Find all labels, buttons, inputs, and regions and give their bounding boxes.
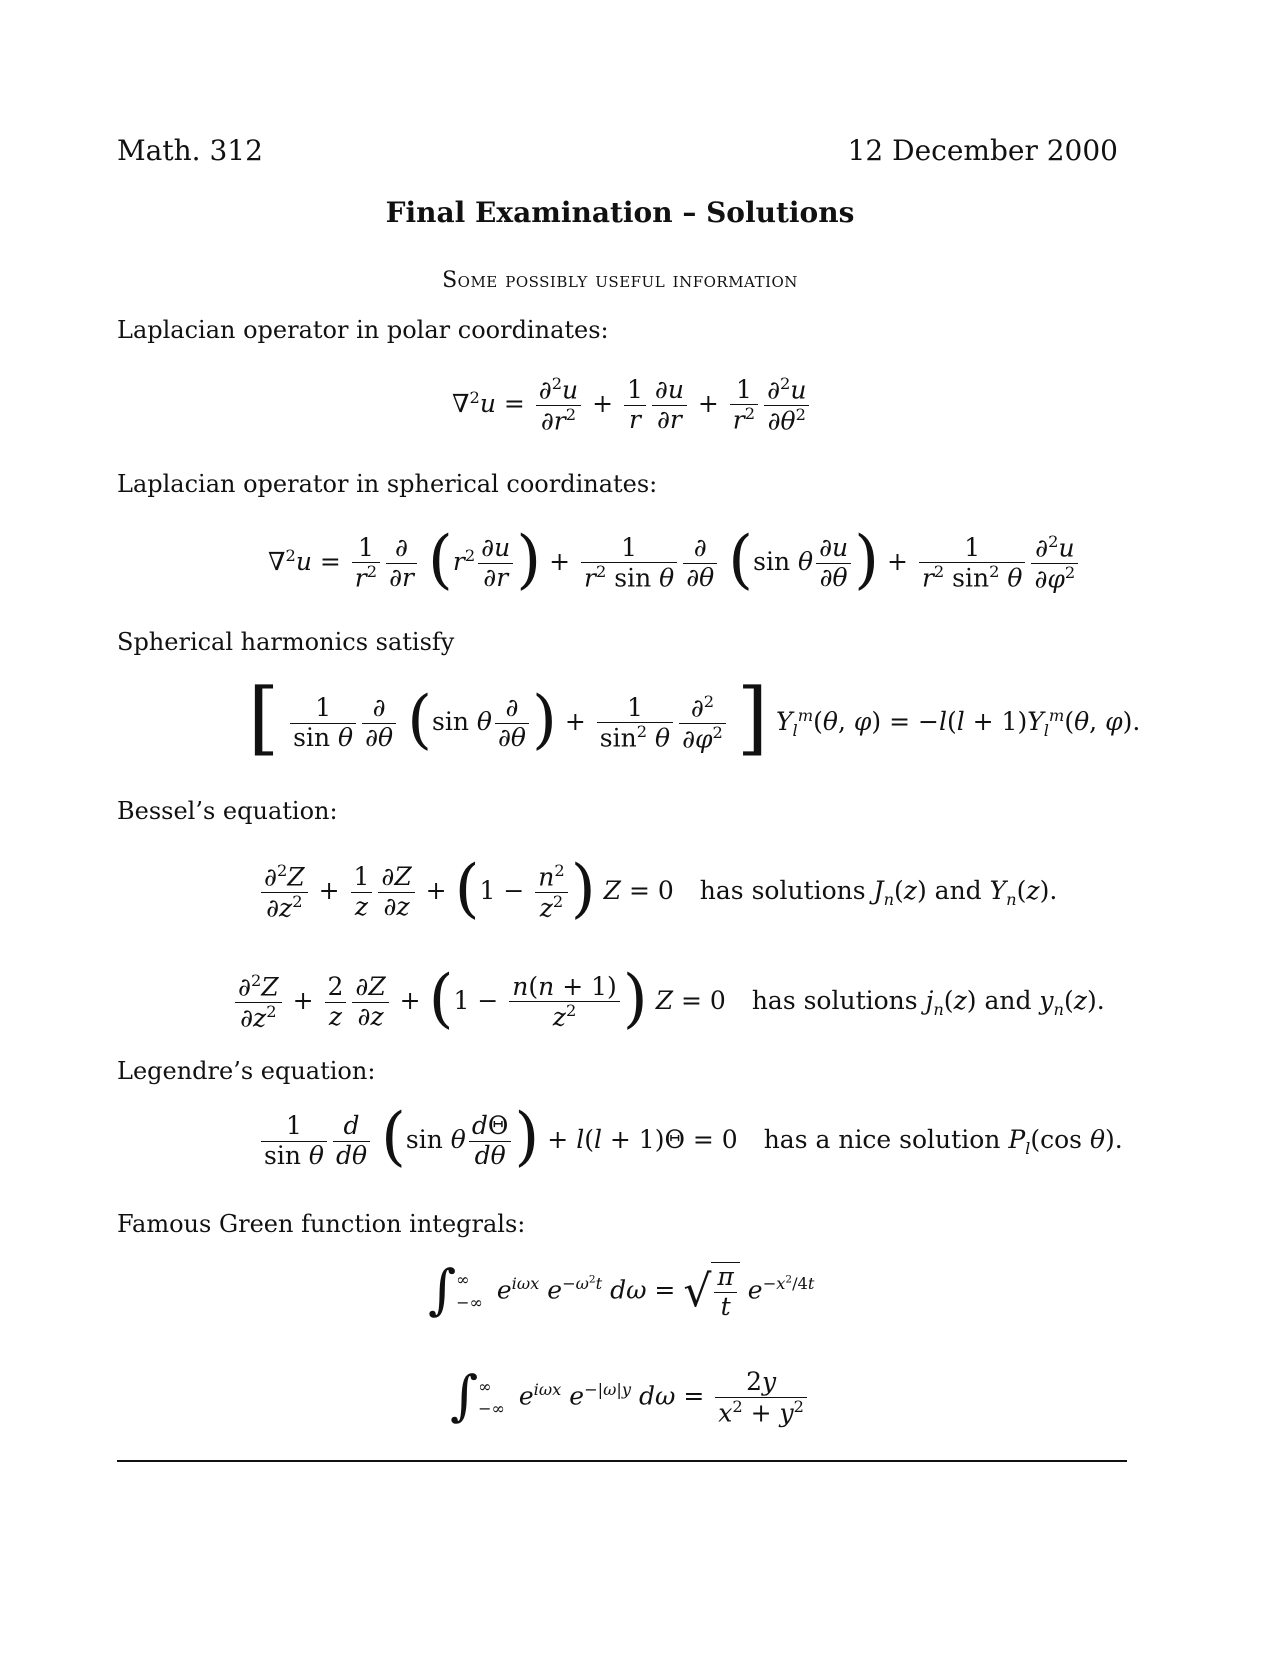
bessel-and: and	[934, 876, 982, 906]
label-bessel: Bessel’s equation:	[117, 797, 338, 825]
equation-green-gaussian: ∫ ∞ −∞ $e^{i\omega x}$ $e^{-\omega^2t}$ dω = √ $\frac{\pi}{t}$ $e^{-x^2/4t}$	[428, 1257, 815, 1321]
legendre-text: has a nice solution	[763, 1124, 1001, 1154]
spherical-bessel-and: and	[984, 986, 1032, 1016]
bessel-text: has solutions	[699, 876, 866, 906]
label-spherical-harmonics: Spherical harmonics satisfy	[117, 628, 455, 656]
page-title: Final Examination – Solutions	[385, 196, 855, 229]
equation-bessel: $\frac{\partial^2Z}{\partial z^2}$ + $\frac{1}{z}$ $\frac{\partial Z}{\partial z}$ + (1 − $\frac{n^2}{z^2}$ ) Z = 0 has solutions $J_n(z)$ and $Y_n(z)$.	[258, 862, 1057, 923]
spherical-bessel-text: has solutions	[751, 986, 918, 1016]
label-laplacian-spherical: Laplacian operator in spherical coordinates:	[117, 470, 658, 498]
label-legendre: Legendre’s equation:	[117, 1057, 376, 1085]
label-laplacian-polar: Laplacian operator in polar coordinates:	[117, 316, 609, 344]
course-number: Math. 312	[117, 134, 263, 167]
equation-spherical-harmonics: [ $\frac{1}{\text{sin θ}}$ $\frac{\partial}{\partial\theta}$ (sin θ $\frac{\partial}{\partial\theta}$ ) + $\frac{1}{\sin^2 \theta}$ $\frac{\partial^2}{\partial\varphi^2}$ ] $Y_l^m(\theta$, $\varphi) = -l(l + 1)Y_l^m(\theta$, φ).	[248, 670, 1141, 764]
equation-laplacian-spherical: ∇$^2$u = $\frac{1}{r^2}$ $\frac{\partial}{\partial r}$ ($r^2$ $\frac{\partial u}{\partial r}$ ) + $\frac{1}{r^2 \sin \theta}$ $\frac{\partial}{\partial\theta}$ (sin θ $\frac{\partial u}{\partial\theta}$ ) + $\frac{1}{r^2 \sin^2 \theta}$ $\frac{\partial^2u}{\partial\varphi^2}$	[268, 533, 1081, 594]
label-green: Famous Green function integrals:	[117, 1210, 526, 1238]
equation-spherical-bessel: $\frac{\partial^2Z}{\partial z^2}$ + $\frac{2}{z}$ $\frac{\partial Z}{\partial z}$ + (1 − $\frac{n(n + 1)}{z^2}$ ) Z = 0 has solutions $j_n(z)$ and $y_n(z)$.	[232, 972, 1105, 1033]
bottom-rule	[117, 1460, 1127, 1462]
equation-green-lorentzian: ∫ ∞ −∞ $e^{i\omega x}$ $e^{-|\omega|y}$ dω = $\frac{2y}{x^2 + y^2}$	[450, 1368, 810, 1428]
exam-date: 12 December 2000	[847, 134, 1118, 167]
page-subtitle: Some possibly useful information	[442, 268, 798, 293]
equation-laplacian-polar: ∇$^2$u = $\frac{\partial^2u}{\partial r^2}$ + $\frac{1}{r}$ $\frac{\partial u}{\partial r}$ + $\frac{1}{r^2}$ $\frac{\partial^2u}{\partial\theta^2}$	[452, 375, 812, 436]
equation-legendre: $\frac{1}{\text{sin θ}}$ $\frac{d}{d\theta}$ (sin θ $\frac{d\Theta}{d\theta}$ ) + l(l + 1)Θ = 0 has a nice solution $P_l(\cos$ θ).	[258, 1112, 1123, 1171]
